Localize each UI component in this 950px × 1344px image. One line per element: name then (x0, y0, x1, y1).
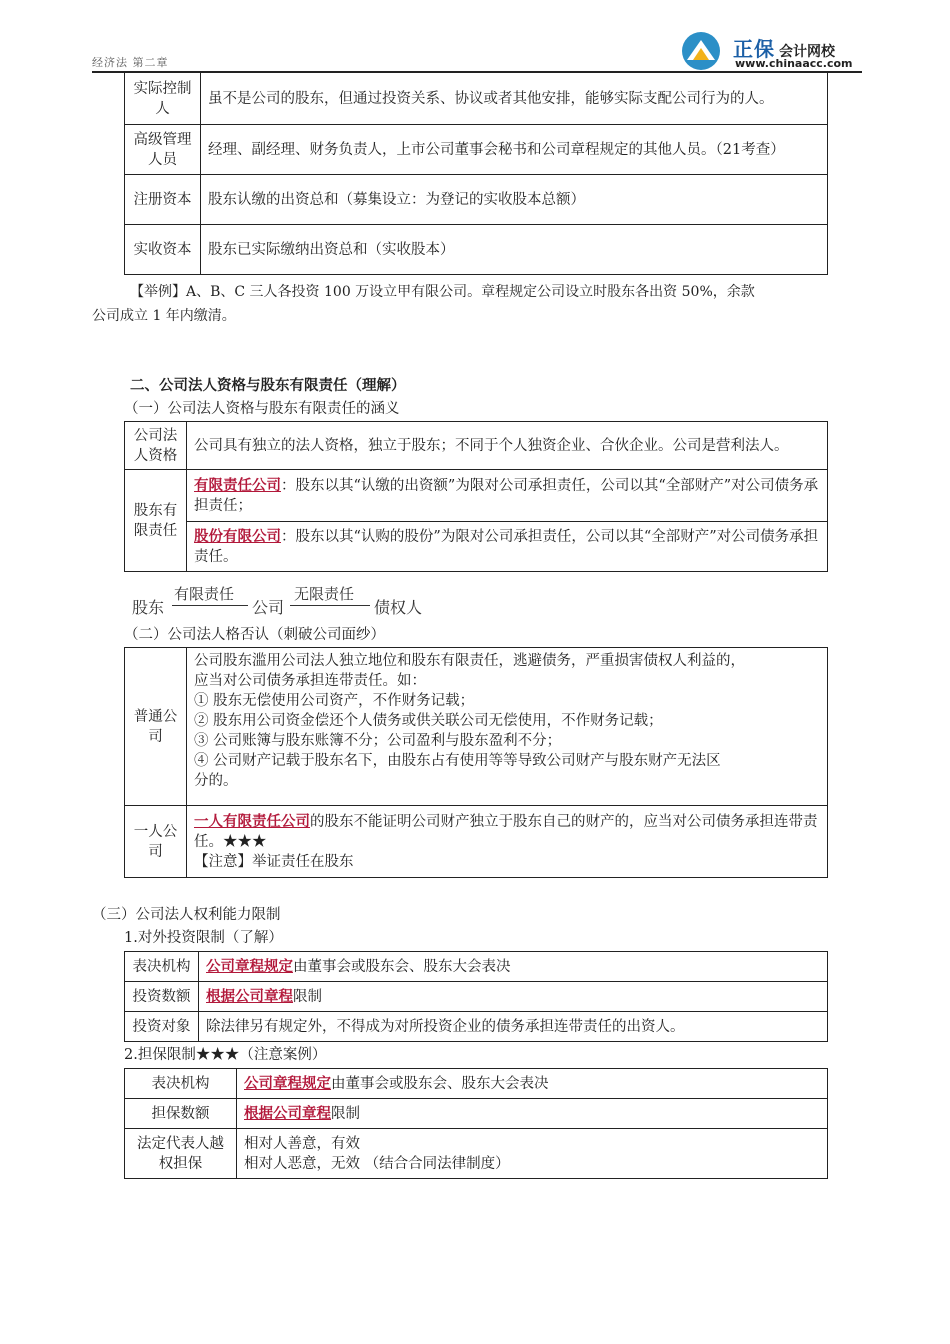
term-cell: 法定代表人越权担保 (125, 1129, 237, 1179)
definition-text: ：股东以其“认缴的出资额”为限对公司承担责任，公司以其“全部财产”对公司债务承担责任； (194, 477, 819, 514)
table-row (125, 648, 828, 806)
definition-cell (187, 470, 828, 522)
legal-person-table (124, 421, 828, 572)
term-cell: 担保数额 (125, 1099, 237, 1129)
definition-cell (199, 952, 828, 982)
logo-brand: 正保 (733, 37, 775, 61)
example-line-1: 【举例】A、B、C 三人各投资 100 万设立甲有限公司。章程规定公司设立时股东各出资 50%，余款 (130, 284, 755, 300)
term-cell: 高级管理人员 (125, 125, 201, 175)
term-cell: 表决机构 (125, 952, 199, 982)
definition-cell: 经理、副经理、财务负责人，上市公司董事会秘书和公司章程规定的其他人员。（21考查） (201, 125, 828, 175)
subsection-1-title: （一）公司法人资格与股东有限责任的涵义 (124, 401, 400, 417)
table-row (125, 982, 828, 1012)
definition-line: ④ 公司财产记载于股东名下，由股东占有使用等等导致公司财产与股东财产无法区 (194, 753, 721, 769)
term-cell: 实际控制人 (125, 73, 201, 125)
table-row (125, 1099, 828, 1129)
definition-cell: 股东认缴的出资总和（募集设立：为登记的实收股本总额） (201, 175, 828, 225)
definition-text: 限制 (331, 1105, 360, 1122)
guarantee-title: 2.担保限制★★★（注意案例） (124, 1047, 327, 1063)
table-row (125, 522, 828, 572)
definition-line: 相对人恶意，无效 （结合合同法律制度） (244, 1155, 510, 1172)
table-row (125, 952, 828, 982)
logo-url: www.chinaacc.com (735, 57, 853, 70)
definition-line: 分的。 (194, 773, 238, 789)
definition-line: ③ 公司账簿与股东账簿不分；公司盈利与股东盈利不分； (194, 733, 562, 749)
definition-cell (237, 1069, 828, 1099)
table-row (125, 225, 828, 275)
liability-diagram (130, 583, 450, 619)
guarantee-table (124, 1068, 828, 1179)
definition-line: 公司股东滥用公司法人独立地位和股东有限责任，逃避债务，严重损害债权人利益的， (194, 653, 745, 669)
table-row (125, 125, 828, 175)
definition-cell (187, 648, 828, 806)
subsection-2-title: （二）公司法人格否认（刺破公司面纱） (124, 627, 385, 643)
definition-cell (237, 1099, 828, 1129)
term-cell: 投资对象 (125, 1012, 199, 1042)
definition-line: 相对人善意，有效 (244, 1135, 360, 1152)
definition-text: 由董事会或股东会、股东大会表决 (293, 958, 511, 975)
diagram-limited-label: 有限责任 (174, 585, 235, 603)
investment-table (124, 951, 828, 1042)
definition-cell (187, 806, 828, 878)
term-cell: 一人公司 (125, 806, 187, 878)
definition-text: 限制 (293, 988, 322, 1005)
keyword-joint-stock: 股份有限公司 (194, 527, 281, 545)
table-row (125, 470, 828, 522)
definition-text: ：股东以其“认购的股份”为限对公司承担责任，公司以其“全部财产”对公司债务承担责任。 (194, 528, 819, 565)
definition-line: ① 股东无偿使用公司资产，不作财务记载； (194, 693, 475, 709)
definitions-table (124, 72, 828, 275)
keyword: 公司章程规定 (244, 1074, 331, 1092)
term-cell: 实收资本 (125, 225, 201, 275)
keyword-one-person-llc: 一人有限责任公司 (194, 812, 310, 830)
keyword: 公司章程规定 (206, 957, 293, 975)
header-doc-tag: 经济法 第二章 (92, 56, 169, 69)
table-row (125, 73, 828, 125)
note-text: 【注意】举证责任在股东 (194, 853, 354, 870)
term-cell: 注册资本 (125, 175, 201, 225)
term-cell: 股东有限责任 (125, 470, 187, 572)
definition-cell: 公司具有独立的法人资格，独立于股东；不同于个人独资企业、合伙企业。公司是营利法人。 (187, 422, 828, 470)
logo-sub: 会计网校 (779, 44, 835, 60)
diagram-arrow-line (172, 605, 248, 606)
section-title: 二、公司法人资格与股东有限责任（理解） (130, 377, 406, 394)
definition-text: 由董事会或股东会、股东大会表决 (331, 1075, 549, 1092)
table-row (125, 1129, 828, 1179)
keyword: 根据公司章程 (244, 1104, 331, 1122)
table-row (125, 806, 828, 878)
table-row (125, 1069, 828, 1099)
term-cell: 普通公司 (125, 648, 187, 806)
definition-cell: 股东已实际缴纳出资总和（实收股本） (201, 225, 828, 275)
example-line-2: 公司成立 1 年内缴清。 (92, 308, 236, 324)
keyword: 根据公司章程 (206, 987, 293, 1005)
invest-title: 1.对外投资限制（了解） (124, 930, 283, 946)
diagram-company: 公司 (252, 598, 285, 617)
definition-cell: 虽不是公司的股东，但通过投资关系、协议或者其他安排，能够实际支配公司行为的人。 (201, 73, 828, 125)
definition-cell: 除法律另有规定外，不得成为对所投资企业的债务承担连带责任的出资人。 (199, 1012, 828, 1042)
diagram-shareholder: 股东 (132, 598, 165, 617)
logo-icon (677, 30, 729, 72)
definition-text: 的股东不能证明公司财产独立于股东自己的财产的，应当对公司债务承担连带责任。★★★ (194, 813, 818, 850)
diagram-creditor: 债权人 (374, 598, 423, 617)
table-row (125, 175, 828, 225)
table-row (125, 1012, 828, 1042)
diagram-unlimited-label: 无限责任 (294, 585, 355, 603)
definition-line: 应当对公司债务承担连带责任。如： (194, 673, 426, 689)
definition-cell (199, 982, 828, 1012)
keyword-llc: 有限责任公司 (194, 476, 281, 494)
subsection-3-title: （三）公司法人权利能力限制 (92, 907, 281, 923)
veil-piercing-table (124, 647, 828, 878)
definition-cell (187, 522, 828, 572)
term-cell: 投资数额 (125, 982, 199, 1012)
term-cell: 表决机构 (125, 1069, 237, 1099)
diagram-arrow-line (290, 605, 370, 606)
table-row (125, 422, 828, 470)
definition-line: ② 股东用公司资金偿还个人债务或供关联公司无偿使用，不作财务记载； (194, 713, 663, 729)
definition-cell (237, 1129, 828, 1179)
term-cell: 公司法人资格 (125, 422, 187, 470)
